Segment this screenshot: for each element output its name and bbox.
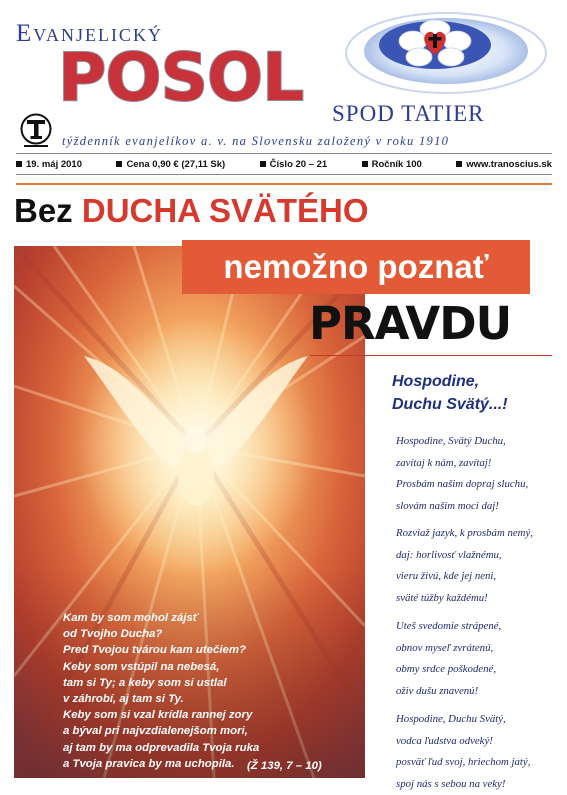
masthead-top-title: Evanjelický: [16, 20, 163, 48]
website-link[interactable]: www.tranoscius.sk: [456, 159, 552, 170]
headline-line-2-box: [182, 240, 530, 294]
headline-line-2: nemožno poznať: [223, 248, 488, 286]
poem-stanza-1: [396, 431, 566, 517]
verse-line: Kam by som mohol zájsť: [63, 610, 353, 626]
poem-line: Hospodine, Svätý Duchu,: [396, 431, 566, 453]
issue-year: Ročník 100: [362, 159, 422, 170]
divider: [16, 183, 552, 185]
poem-line: vieru živú, kde jej neni,: [396, 566, 566, 588]
verse-line: v záhrobí, aj tam si Ty.: [63, 691, 353, 707]
verse-line: Keby som vstúpil na nebesá,: [63, 659, 353, 675]
headline-line-3: PRAVDU: [309, 300, 511, 348]
masthead-subtitle: SPOD TATIER: [332, 101, 485, 127]
verse-line: a býval pri najvzdialenejšom mori,: [63, 723, 353, 739]
issue-price: Cena 0,90 € (27,11 Sk): [116, 159, 225, 170]
poem-stanza-4: [396, 709, 566, 795]
poem-line: posväť ľud svoj, hriechom jatý,: [396, 752, 566, 774]
poem-line: zavítaj k nám, zavítaj!: [396, 453, 566, 475]
psalm-reference: (Ž 139, 7 – 10): [247, 760, 322, 772]
verse-line: aj tam by ma odprevadila Tvoja ruka: [63, 740, 353, 756]
poem-title: [392, 370, 562, 416]
poem-line: Rozviaž jazyk, k prosbám nemý,: [396, 523, 566, 545]
verse-line: a Tvoja pravica by ma uchopila.: [63, 756, 353, 772]
poem-line: daj: horlivosť vlažnému,: [396, 545, 566, 567]
headline-line-1: [14, 192, 368, 230]
poem-line: spoj nás s sebou na veky!: [396, 774, 566, 795]
headline-bez: Bez: [14, 192, 73, 229]
issue-date: 19. máj 2010: [16, 159, 82, 170]
masthead-main-title: POSOL: [58, 45, 303, 111]
poem-line: obnov myseľ zvrátenú,: [396, 638, 566, 660]
issue-info-bar: [16, 153, 552, 175]
poem-title-line: Duchu Svätý...!: [392, 393, 562, 416]
verse-line: od Tvojho Ducha?: [63, 626, 353, 642]
psalm-verse: [63, 610, 353, 772]
issue-number: Číslo 20 – 21: [260, 159, 328, 170]
poem-stanza-3: [396, 616, 566, 702]
masthead-tagline: týždenník evanjelíkov a. v. na Slovensku založený v roku 1910: [62, 134, 449, 149]
poem-line: Uteš svedomie strápené,: [396, 616, 566, 638]
verse-line: Pred Tvojou tvárou kam utečiem?: [63, 642, 353, 658]
divider: [310, 355, 552, 356]
poem-line: sväté túžby každému!: [396, 588, 566, 610]
poem-line: oživ dušu znavenú!: [396, 681, 566, 703]
poem-line: slovám našim moci daj!: [396, 496, 566, 518]
poem-line: Prosbám našim dopraj sluchu,: [396, 474, 566, 496]
headline-ducha-svateho: DUCHA SVÄTÉHO: [82, 192, 369, 229]
verse-line: tam si Ty; a keby som si ustlal: [63, 675, 353, 691]
poem-stanza-2: [396, 523, 566, 609]
poem-line: vodca ľudstva odveký!: [396, 731, 566, 753]
poem-title-line: Hospodine,: [392, 370, 562, 393]
tranoscius-t-logo-icon: [19, 112, 53, 150]
verse-line: Keby som si vzal krídla rannej zory: [63, 707, 353, 723]
poem-line: obmy srdce poškodené,: [396, 659, 566, 681]
poem-line: Hospodine, Duchu Svätý,: [396, 709, 566, 731]
luther-rose-seal-icon: [343, 5, 549, 97]
